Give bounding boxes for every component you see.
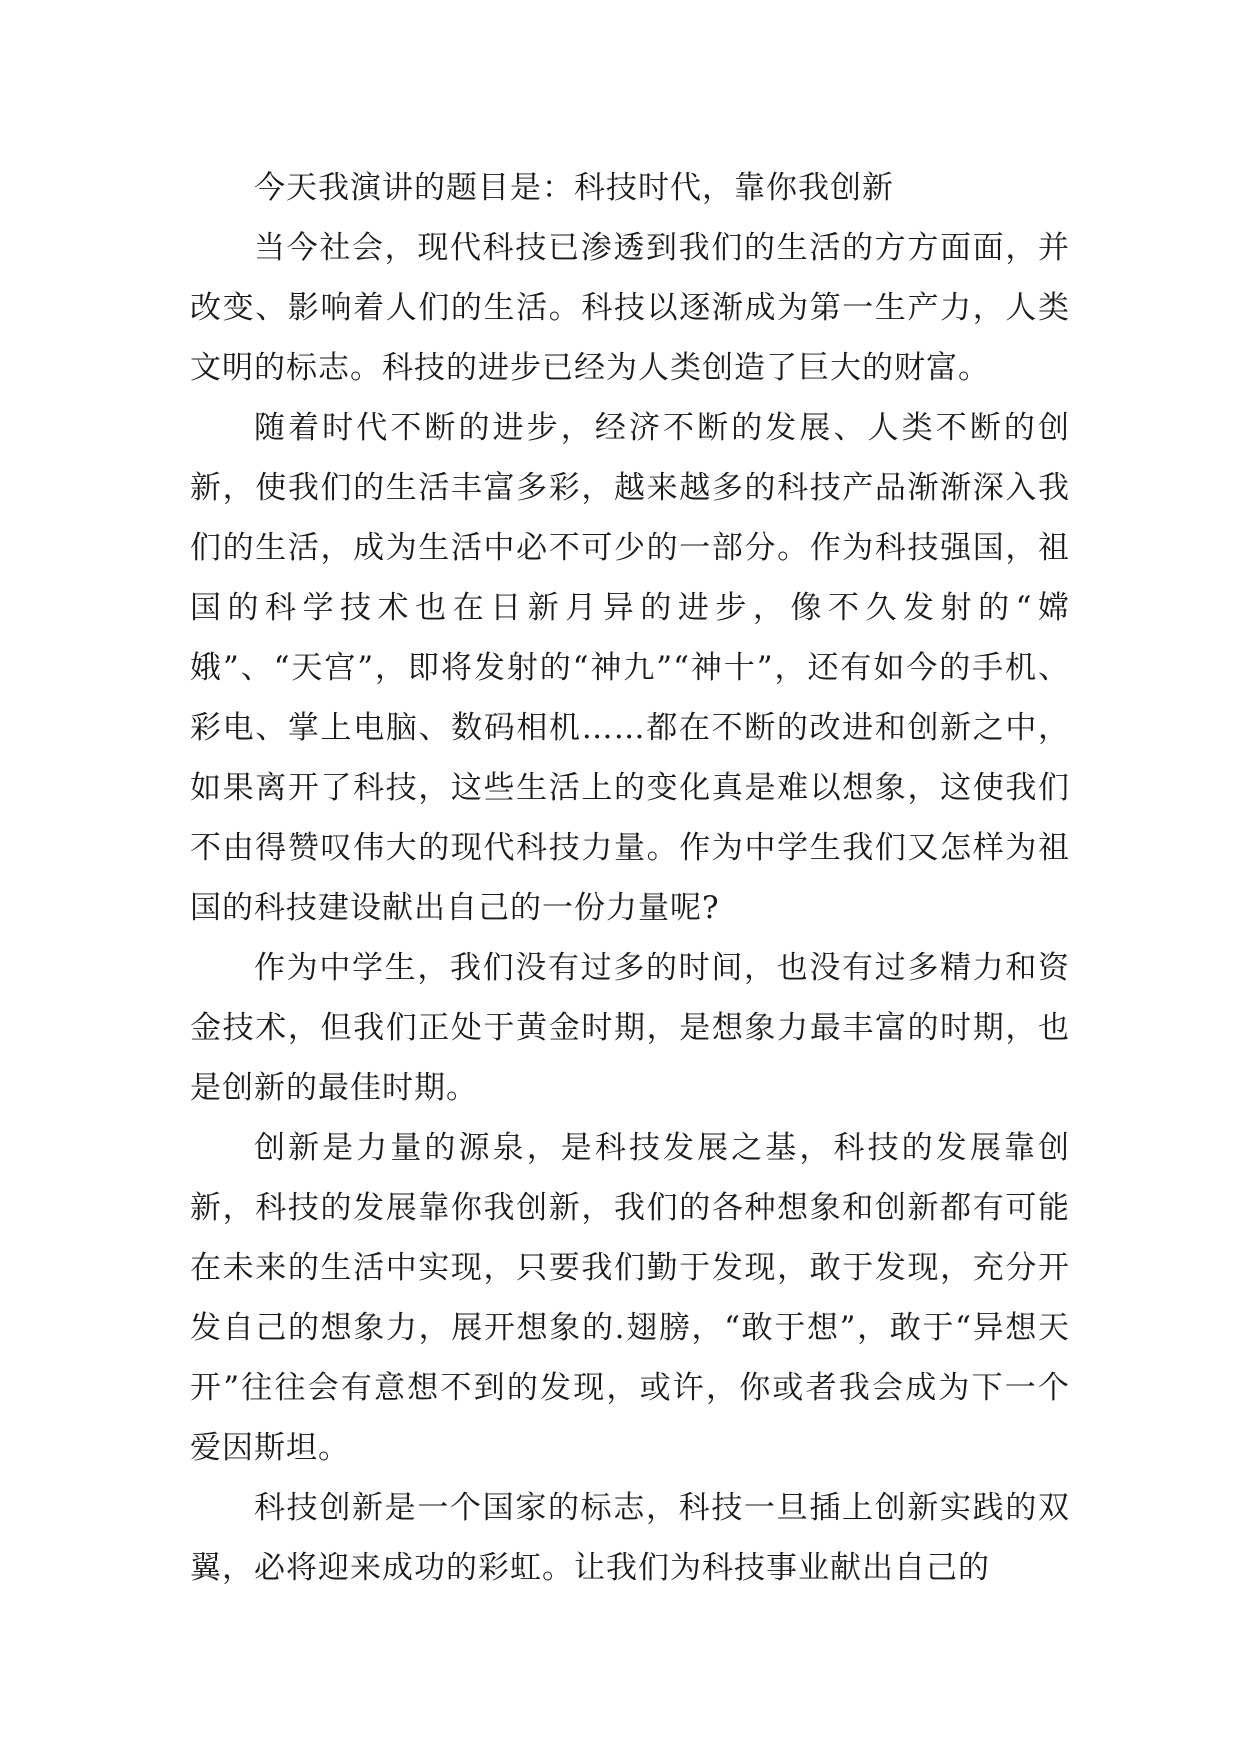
speech-body bbox=[190, 158, 1070, 1598]
paragraph-3: 作为中学生，我们没有过多的时间，也没有过多精力和资金技术，但我们正处于黄金时期，是想象力最丰富的时期，也是创新的最佳时期。 bbox=[190, 950, 1070, 1106]
paragraph-4: 创新是力量的源泉，是科技发展之基，科技的发展靠创新，科技的发展靠你我创新，我们的各种想象和创新都有可能在未来的生活中实现，只要我们勤于发现，敢于发现，充分开发自己的想象力，展开想象的.翅膀，“敢于想”，敢于“异想天开”往往会有意想不到的发现，或许，你或者我会成为下一个爱因斯坦。 bbox=[190, 1130, 1070, 1466]
paragraph-1: 当今社会，现代科技已渗透到我们的生活的方方面面，并改变、影响着人们的生活。科技以逐渐成为第一生产力，人类文明的标志。科技的进步已经为人类创造了巨大的财富。 bbox=[190, 230, 1070, 386]
paragraph-5: 科技创新是一个国家的标志，科技一旦插上创新实践的双翼，必将迎来成功的彩虹。让我们为科技事业献出自己的 bbox=[190, 1490, 1070, 1586]
speech-title-line: 今天我演讲的题目是：科技时代，靠你我创新 bbox=[254, 170, 894, 206]
paragraph-2: 随着时代不断的进步，经济不断的发展、人类不断的创新，使我们的生活丰富多彩，越来越多的科技产品渐渐深入我们的生活，成为生活中必不可少的一部分。作为科技强国，祖国的科学技术也在日新月异的进步，像不久发射的“嫦娥”、“天宫”，即将发射的“神九”“神十”，还有如今的手机、彩电、掌上电脑、数码相机……都在不断的改进和创新之中，如果离开了科技，这些生活上的变化真是难以想象，这使我们不由得赞叹伟大的现代科技力量。作为中学生我们又怎样为祖国的科技建设献出自己的一份力量呢? bbox=[190, 410, 1070, 926]
